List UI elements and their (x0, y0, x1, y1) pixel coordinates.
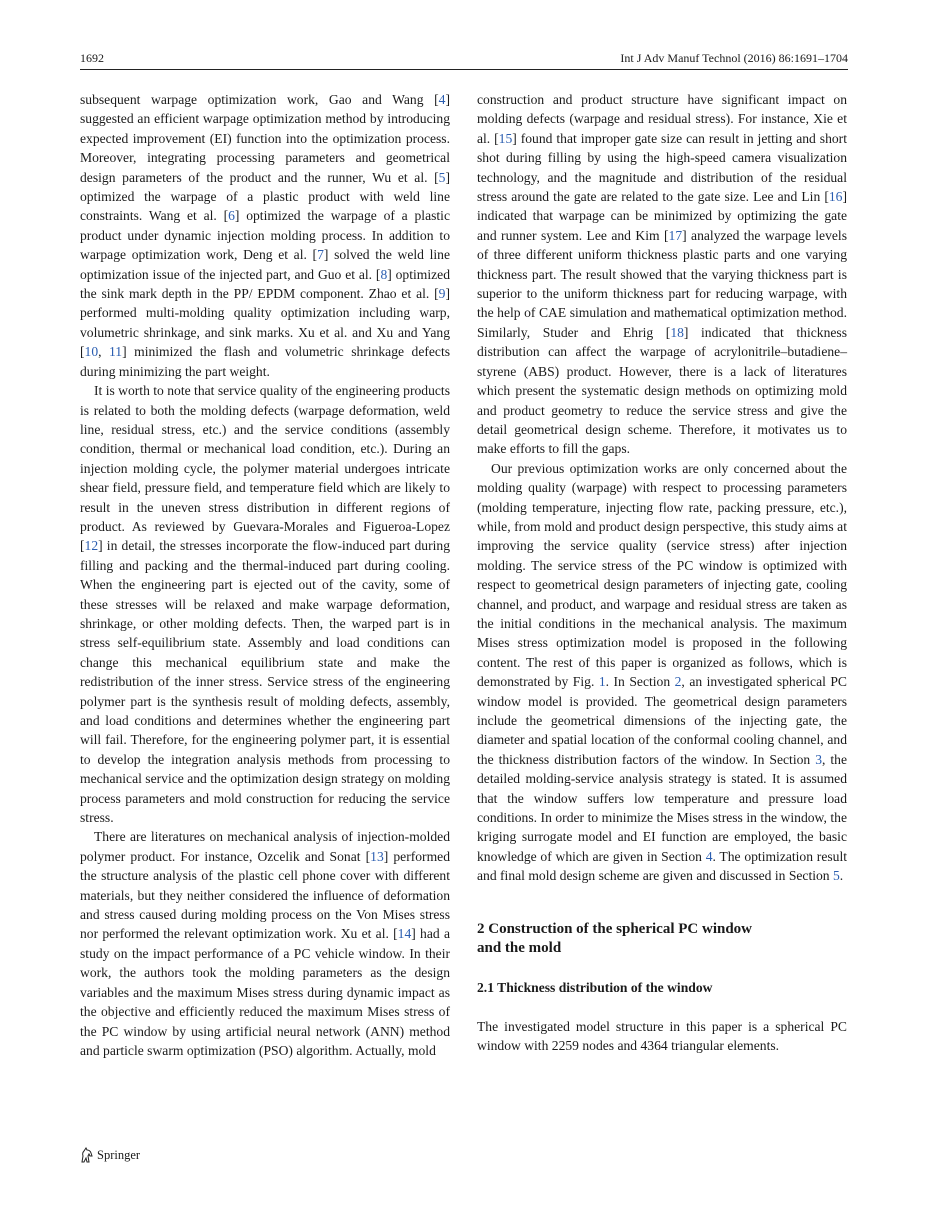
citation-link[interactable]: 5 (438, 169, 446, 185)
citation-link[interactable]: 7 (317, 247, 324, 263)
citation-link[interactable]: 4 (705, 848, 713, 864)
citation-link[interactable]: 3 (815, 751, 822, 767)
citation-link[interactable]: 2 (674, 674, 682, 690)
journal-reference: Int J Adv Manuf Technol (2016) 86:1691–1704 (620, 51, 848, 65)
paragraph: Our previous optimization works are only concerned about the molding quality (warpage) with respect to processing parameters (molding temperature, injecting flow rate, packing pressure, etc.), while, from mold and product design perspective, this study aims at improving the service quality (service stress) after injection molding. The service stress of the PC window is optimized with respect to geometrical design parameters of injecting gate, cooling channel, and product, and warpage and residual stress are taken as the initial conditions in the mechanical analysis. The maximum Mises stress optimization model is proposed in the following content. The rest of this paper is organized as follows, which is demonstrated by Fig. 1. In Section 2, an investigated spherical PC window model is provided. The geometrical design parameters include the geometrical dimensions of the injecting gate, the diameter and spatial location of the conformal cooling channel, and the thickness distribution factors of the window. In Section 3, the detailed molding-service analysis strategy is stated. It is assumed that the window suffers low temperature and pressure load conditions. In order to minimize the Mises stress in the window, the kriging surrogate model and EI function are employed, the basic knowledge of which are given in Section 4. The optimization result and final mold design scheme are given and discussed in Section 5. (477, 460, 847, 884)
citation-link[interactable]: 8 (380, 266, 388, 282)
citation-link[interactable]: 5 (833, 868, 840, 884)
citation-link[interactable]: 15 (498, 130, 513, 146)
page-footer (80, 1146, 140, 1164)
paragraph: It is worth to note that service quality of the engineering products is related to both the molding defects (warpage deformation, weld line, residual stress, etc.) and the service conditions (assembly condition, thermal or mechanical load condition, etc.). During an injection molding cycle, the polymer material undergoes intricate shear field, pressure field, and temperature field which are likely to result in the uneven stress distribution in different regions of product. As reviewed by Guevara-Morales and Figueroa-Lopez [12] in detail, the stresses incorporate the flow-induced part during filling and packing and the thermal-induced part during cooling. When the engineering part is ejected out of the cavity, some of these stresses will be relaxed and make warpage deformation, shrinkage, or other molding defects. Then, the warped part is in stress self-equilibrium state. Assembly and load conditions can change this mechanical equilibrium state and make the redistribution of the inner stress. Service stress of the engineering polymer part is the synthesis result of molding defects, assembly, and load conditions and determines whether the engineering part will fail. Therefore, for the engineering polymer part, it is essential to develop the integration analysis methods from processing to mechanical service and the optimization design strategy on molding process parameters and mold construction for reducing the service stress. (80, 383, 450, 826)
paragraph: construction and product structure have significant impact on molding defects (warpage and residual stress). For instance, Xie et al. [15] found that improper gate size can result in jetting and short shot during filling by using the high-speed camera visualization technology, and the magnitude and distribution of the residual stress around the gate are related to the gate size. Lee and Lin [16] indicated that warpage can be minimized by optimizing the gate and runner system. Lee and Kim [17] analyzed the warpage levels of three different uniform thickness plastic parts and one varying thickness part. The result showed that the varying thickness part is superior to the uniform thickness part for reducing warpage, with the help of CAE simulation and mathematical optimization method. Similarly, Studer and Ehrig [18] indicated that thickness distribution can affect the warpage of acrylonitrile–butadiene–styrene (ABS) product. However, there is a lack of literatures which present the systematic design methods on optimizing mold and product geometry to reduce the service stress and give the detail geometrical design scheme. Therefore, it motivates us to make efforts to fill the gaps. (477, 92, 847, 457)
citation-link[interactable]: 6 (228, 208, 235, 224)
section-heading (477, 920, 847, 959)
citation-link[interactable]: 12 (84, 538, 99, 554)
citation-link[interactable]: 1 (598, 674, 606, 690)
section-heading-line-1: 2 Construction of the spherical PC window (477, 920, 753, 937)
citation-link[interactable]: 10 (84, 344, 99, 360)
paragraph: There are literatures on mechanical analysis of injection-molded polymer product. For instance, Ozcelik and Sonat [13] performed the structure analysis of the plastic cell phone cover with different materials, but they neither considered the influence of deformation and stress caused during molding process on the Von Mises stress nor performed the relevant optimization work. Xu et al. [14] had a study on the impact performance of a PC vehicle window. In their work, the authors took the molding parameters as the design variables and the maximum Mises stress during dynamic impact as the objective and efficiently reduced the maximum Mises stress of the PC window by using artificial neural network (ANN) method and particle swarm optimization (PSO) algorithm. Actually, mold (80, 829, 450, 1058)
right-column (477, 90, 847, 1056)
citation-link[interactable]: 13 (370, 848, 384, 864)
subsection-body (477, 1017, 847, 1056)
springer-horse-icon (80, 1147, 94, 1163)
citation-link[interactable]: 18 (670, 324, 684, 340)
publisher-name: Springer (97, 1147, 141, 1162)
citation-link[interactable]: 11 (109, 344, 123, 360)
section-heading-line-2: and the mold (477, 940, 562, 957)
page-header (80, 51, 848, 67)
header-rule (80, 69, 848, 70)
citation-link[interactable]: 14 (397, 926, 412, 942)
paragraph: subsequent warpage optimization work, Gao and Wang [4] suggested an efficient warpage optimization method by introducing expected improvement (EI) function into the optimization process. Moreover, integrating processing parameters and geometrical design parameters of the product and the runner, Wu et al. [5] optimized the warpage of a plastic product with weld line constraints. Wang et al. [6] optimized the warpage of a plastic product under dynamic injection molding process. In addition to warpage optimization work, Deng et al. [7] solved the weld line optimization issue of the injected part, and Guo et al. [8] optimized the sink mark depth in the PP/ EPDM component. Zhao et al. [9] performed multi-molding quality optimization including warp, volumetric shrinkage, and sink marks. Xu et al. and Xu and Yang [10, 11] minimized the flash and volumetric shrinkage defects during minimizing the part weight. (80, 92, 451, 379)
citation-link[interactable]: 4 (438, 92, 446, 107)
page-number: 1692 (80, 51, 104, 65)
citation-link[interactable]: 17 (668, 227, 683, 243)
right-column-paragraphs (477, 90, 847, 886)
left-column (80, 90, 450, 1060)
subsection-heading: 2.1 Thickness distribution of the window (477, 979, 713, 995)
citation-link[interactable]: 9 (438, 286, 446, 302)
paragraph: The investigated model structure in this paper is a spherical PC window with 2259 nodes and 4364 triangular elements. (477, 1019, 847, 1054)
citation-link[interactable]: 16 (828, 189, 843, 205)
